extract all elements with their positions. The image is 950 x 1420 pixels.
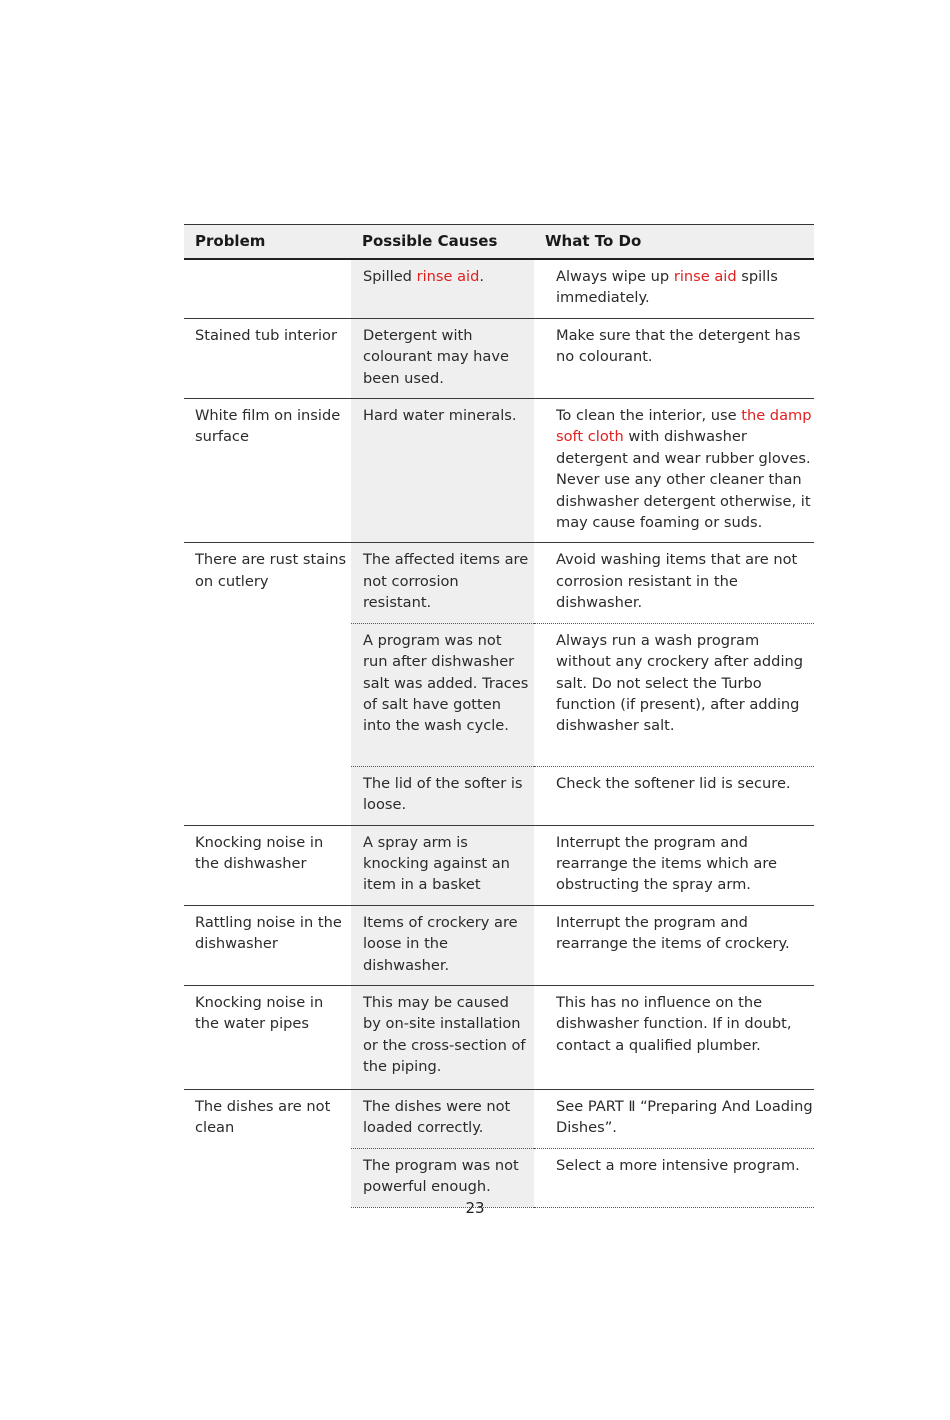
table-row [184,825,814,905]
troubleshooting-table [184,224,814,1208]
todo-cell: Make sure that the detergent has no colourant. [534,318,814,398]
todo-cell: To clean the interior, use the damp soft cloth with dishwasher detergent and wear rubber gloves. Never use any other cleaner than dishwasher detergent otherwise, it may cause foaming or suds. [534,399,814,543]
cause-cell: The affected items are not corrosion resistant. [351,543,534,623]
problem-cell: There are rust stains on cutlery [184,543,351,825]
table-row [184,399,814,543]
problem-cell [184,259,351,318]
todo-cell: Interrupt the program and rearrange the items which are obstructing the spray arm. [534,825,814,905]
table-row [184,1089,814,1148]
todo-cell: This has no influence on the dishwasher function. If in doubt, contact a qualified plumber. [534,985,814,1089]
cause-cell: The lid of the softer is loose. [351,766,534,825]
problem-cell: Knocking noise in the water pipes [184,985,351,1089]
table-header-row [184,225,814,260]
header-todo: What To Do [534,225,814,260]
highlight-text: the damp soft cloth [556,407,812,446]
table-row [184,259,814,318]
highlight-text: rinse aid [673,268,737,285]
highlight-text: rinse aid [416,268,480,285]
page-number: 23 [465,1199,485,1217]
todo-cell: Interrupt the program and rearrange the items of crockery. [534,905,814,985]
table-row [184,905,814,985]
todo-cell: Check the softener lid is secure. [534,766,814,825]
header-causes: Possible Causes [351,225,534,260]
cause-cell: A spray arm is knocking against an item in a basket [351,825,534,905]
problem-cell: Stained tub interior [184,318,351,398]
table-row [184,985,814,1089]
problem-cell: White film on inside surface [184,399,351,543]
problem-cell: The dishes are not clean [184,1089,351,1207]
cause-cell: This may be caused by on-site installation or the cross-section of the piping. [351,985,534,1089]
todo-cell: Always run a wash program without any crockery after adding salt. Do not select the Turbo function (if present), after adding dishwasher salt. [534,623,814,766]
cause-cell: The program was not powerful enough. [351,1148,534,1207]
cause-cell: The dishes were not loaded correctly. [351,1089,534,1148]
problem-cell: Knocking noise in the dishwasher [184,825,351,905]
problem-cell: Rattling noise in the dishwasher [184,905,351,985]
header-problem: Problem [184,225,351,260]
cause-cell: Hard water minerals. [351,399,534,543]
table-row [184,318,814,398]
cause-cell: A program was not run after dishwasher salt was added. Traces of salt have gotten into the wash cycle. [351,623,534,766]
todo-cell: See PART Ⅱ “Preparing And Loading Dishes”. [534,1089,814,1148]
cause-cell: Items of crockery are loose in the dishwasher. [351,905,534,985]
todo-cell: Select a more intensive program. [534,1148,814,1207]
todo-cell: Avoid washing items that are not corrosion resistant in the dishwasher. [534,543,814,623]
cause-cell: Detergent with colourant may have been used. [351,318,534,398]
table-row [184,543,814,623]
todo-cell: Always wipe up rinse aid spills immediately. [556,268,778,307]
cause-cell: Spilled rinse aid. [351,259,534,318]
